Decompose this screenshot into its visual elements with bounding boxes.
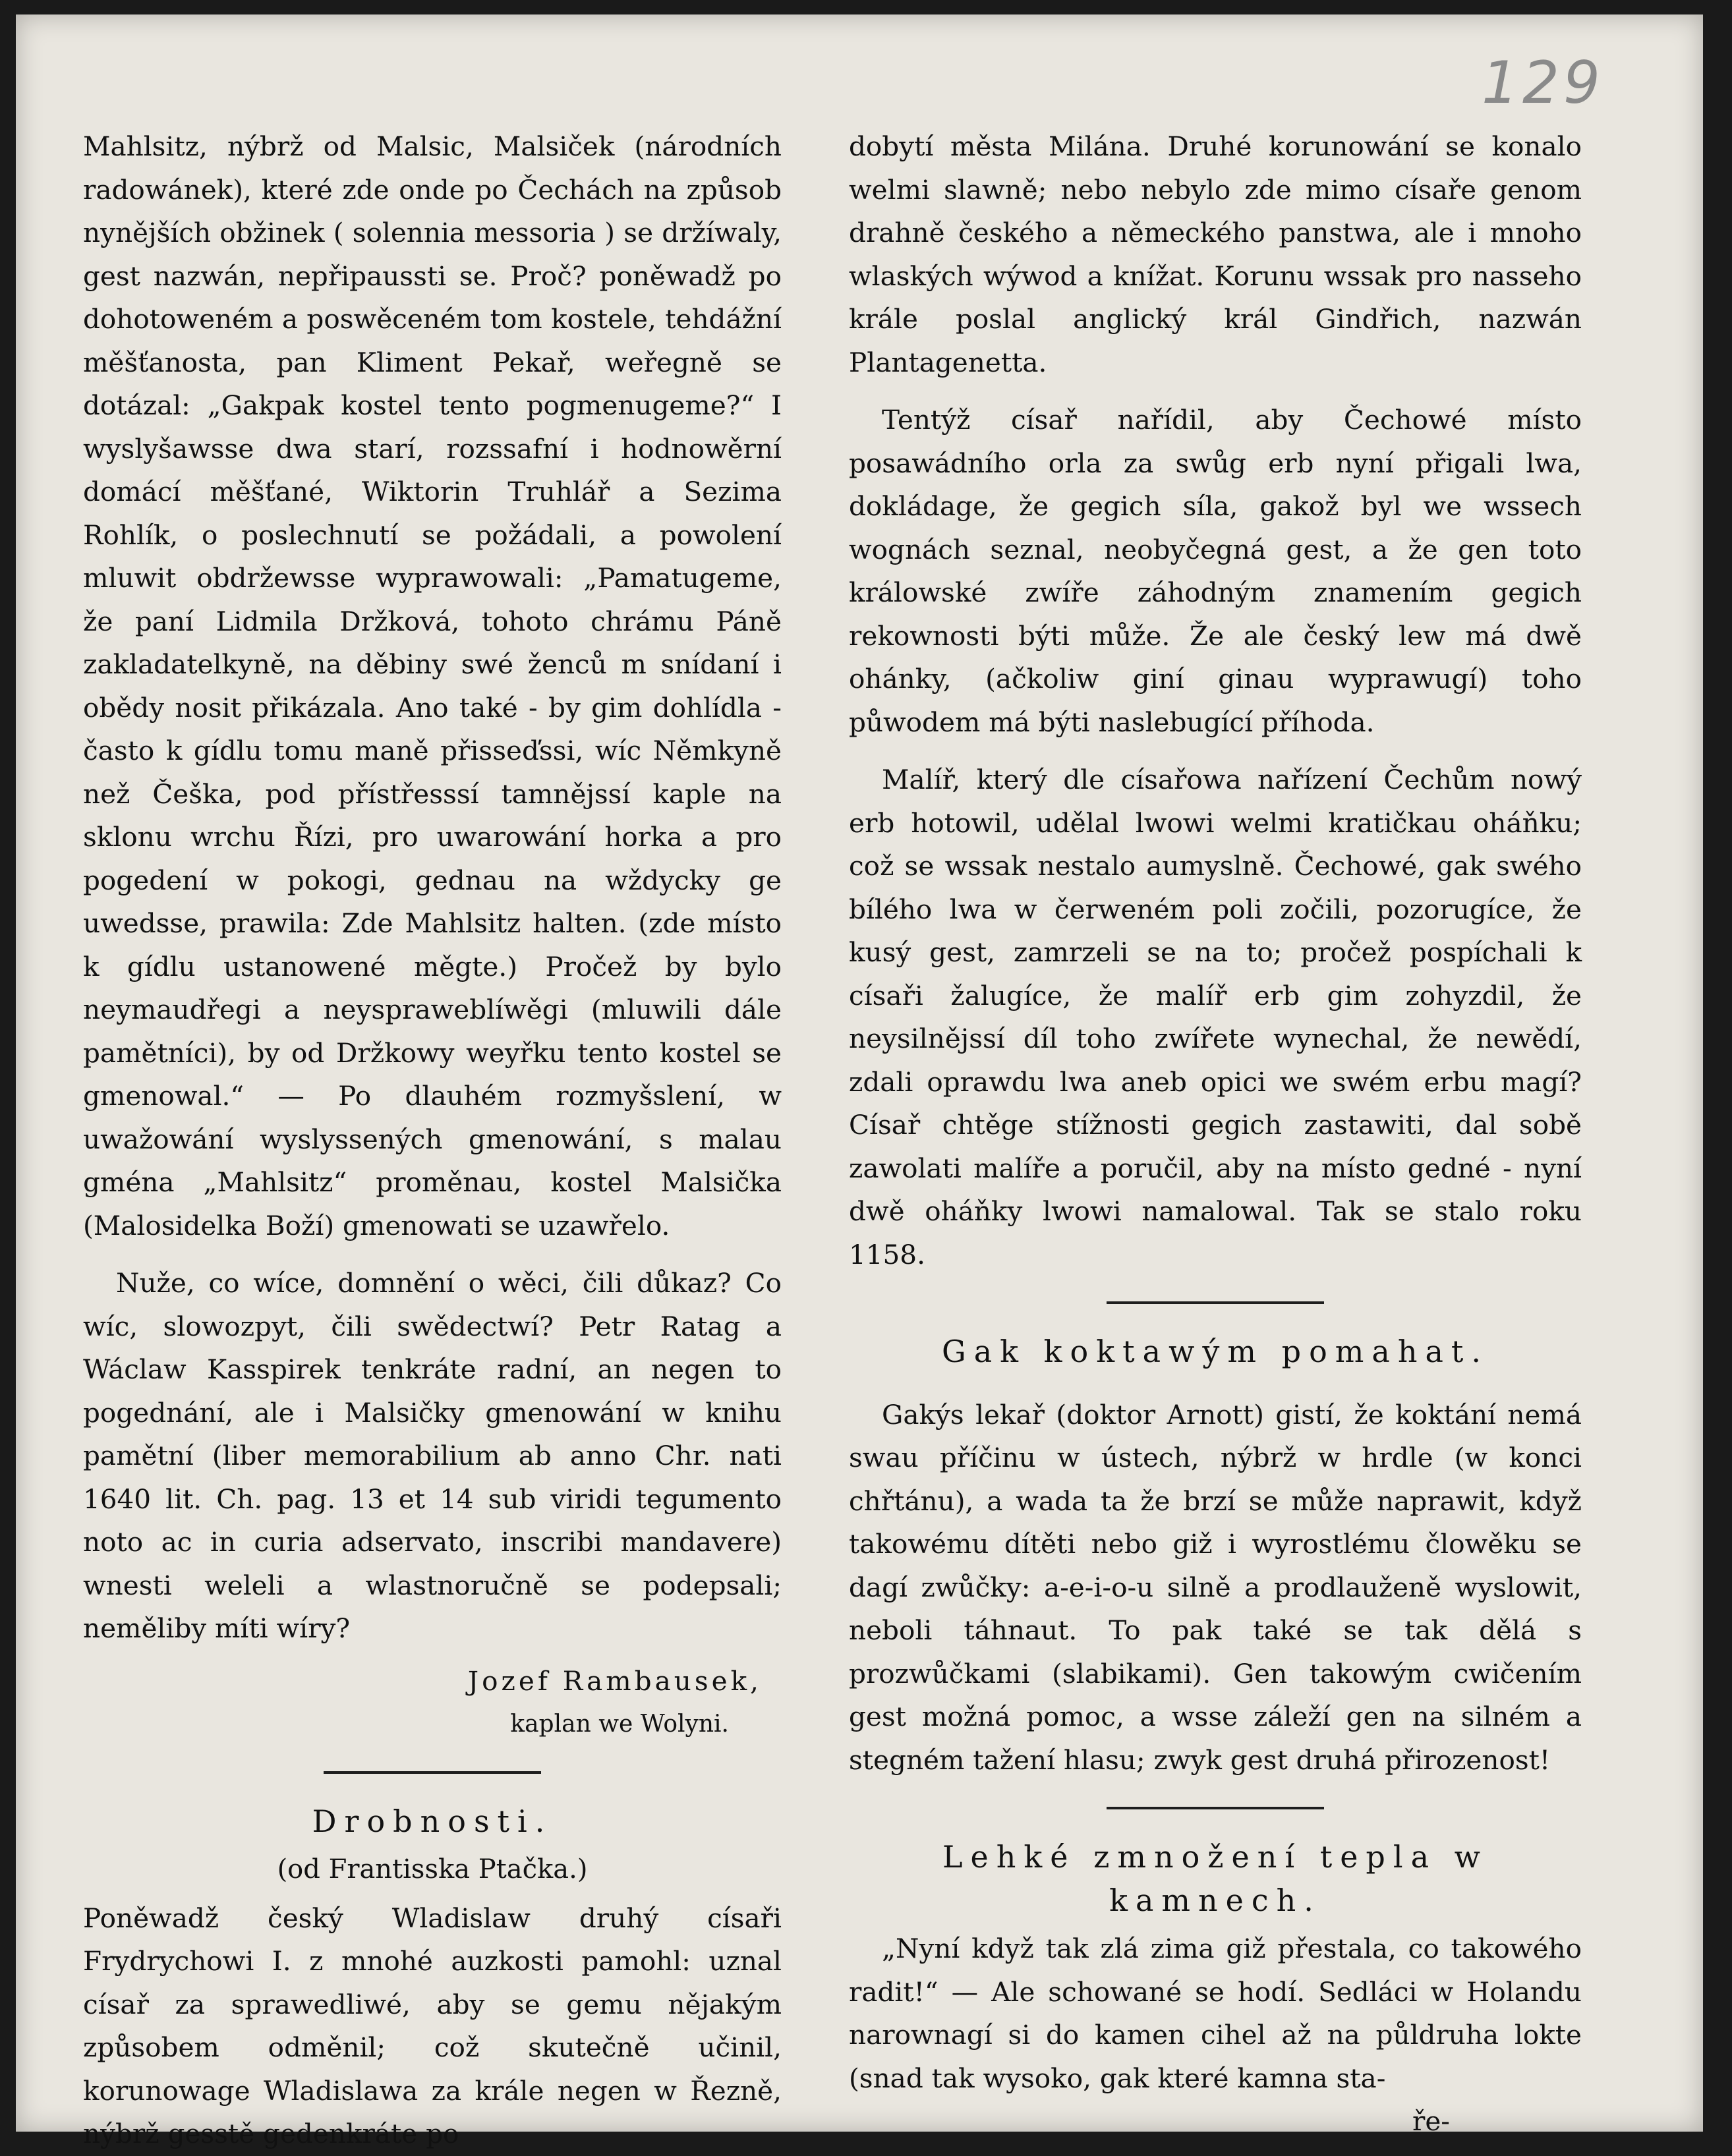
right-paragraph-4: Gakýs lekař (doktor Arnott) gistí, že koktání nemá swau příčinu w ústech, nýbrž w hrdle (w konci chřtánu), a wada ta že brzí se může naprawit, když takowému dítěti nebo giž i wyrostlému člowěku se dagí zwůčky: a-e-i-o-u silně a prodlauženě wyslowit, neboli táhnaut. To pak také se tak dělá s prozwůčkami (slabikami). Gen takowým cwičením gest možná pomoc, a wsse záleží gen na silném a stegném tažení hlasu; zwyk gest druhá přirozenost!	[849, 1398, 1582, 1776]
left-paragraph-2: Nuže, co wíce, domnění o wěci, čili důkaz? Co wíc, slowozpyt, čili swědectwí? Petr Ratag a Wáclaw Kasspirek tenkráte radní, an negen to pogednání, ale i Malsičky gmenowání w knihu pamětní (liber memorabilium ab anno Chr. nati 1640 lit. Ch. pag. 13 et 14 sub viridi tegumento noto ac in curia adservato, inscribi mandavere) wnesti weleli a wlastnoručně se podepsali; neměliby míti wíry?	[83, 1267, 782, 1644]
left-column	[83, 125, 782, 2156]
catchword: ře-	[1412, 2105, 1450, 2137]
byline: (od Frantisska Ptačka.)	[277, 1854, 588, 1885]
right-paragraph-2: Tentýž císař nařídil, aby Čechowé místo posawádního orla za swůg erb nyní přigali lwa, dokládage, že gegich síla, gakož byl we wssech wognách seznal, neobyčegná gest, a že gen toto králowské zwíře záhodným znamením gegich rekownosti býti může. Že ale český lew má dwě ohánky, (ačkoliw giní ginau wyprawugí) toho půwodem má býti naslebugící příhoda.	[849, 404, 1582, 738]
section-divider	[1107, 1301, 1324, 1304]
right-paragraph-5: „Nyní když tak zlá zima giž přestala, co takowého radit!“ — Ale schowané se hodí. Sedláci w Holandu narownagí si do kamen cihel až na půldruha lokte (snad tak wysoko, gak které kamna sta-	[849, 1933, 1582, 2094]
right-paragraph-3: Malíř, který dle císařowa nařízení Čechům nowý erb hotowil, udělal lwowi welmi kratičkau oháňku; což se wssak nestalo aumyslně. Čechowé, gak swého bílého lwa w čerweném poli zočili, pozorugíce, že kusý gest, zamrzeli se na to; pročež pospíchali k císaři žalugíce, že malíř erb gim zohyzdil, že neysilnějssí díl toho zwířete wynechal, že newědí, zdali oprawdu lwa aneb opici we swém erbu magí? Císař chtěge stížnosti gegich zastawiti, dal sobě zawolati malíře a poručil, aby na místo gedné - nyní dwě oháňky lwowi namalowal. Tak se stalo roku 1158.	[849, 764, 1582, 1270]
left-paragraph-3: Poněwadž český Wladislaw druhý císaři Frydrychowi I. z mnohé auzkosti pamohl: uznal císař za sprawedliwé, aby se gemu nějakým způsobem odměnil; což skutečně učinil, korunowage Wladislawa za krále negen w Řezně, nýbrž gesstě gedenkráte po	[83, 1902, 782, 2149]
left-paragraph-1: Mahlsitz, nýbrž od Malsic, Malsiček (národních radowánek), které zde onde po Čechách na způsob nynějších obžinek ( solennia messoria ) se držíwaly, gest nazwán, nepřipaussti se. Proč? poněwadž po dohotoweném a poswěceném tom kostele, tehdážní měšťanosta, pan Kliment Pekař, weřegně se dotázal: „Gakpak kostel tento pogmenugeme?“ I wyslyšawsse dwa starí, rozssafní i hodnowěrní domácí měšťané, Wiktorin Truhlář a Sezima Rohlík, o poslechnutí se požádali, a powolení mluwit obdržewsse wyprawowali: „Pamatugeme, že paní Lidmila Držková, tohoto chrámu Páně zakladatelkyně, na děbiny swé ženců m snídaní i obědy nosit přikázala. Ano také - by gim dohlídla - často k gídlu tomu maně přisseďssi, wíc Němkyně než Češka, pod přístřesssí tamnějssí kaple na sklonu wrchu Řízi, pro uwarowání horka a pro pogedení w pokogi, gednau na wždycky ge uwedsse, prawila: Zde Mahlsitz halten. (zde místo k gídlu ustanowené měgte.) Pročež by bylo neymaudřegi a neyspraweblíwěgi (mluwili dále pamětníci), by od Držkowy weyřku tento kostel se gmenowal.“ — Po dlauhém rozmyšslení, w uwažowání wyslyssených gmenowání, s malau gména „Mahlsitz“ proměnau, kostel Malsička (Malosidelka Boží) gmenowati se uzawřelo.	[83, 130, 782, 1241]
right-column	[849, 125, 1582, 2143]
heading-heat: Lehké zmnožení tepla w kamnech.	[942, 1839, 1488, 1918]
newspaper-page	[16, 14, 1703, 2149]
page-number: 129	[1482, 49, 1604, 117]
section-divider	[324, 1771, 541, 1774]
heading-drobnosti: Drobnosti.	[312, 1803, 553, 1839]
signature-name: Jozef Rambausek,	[467, 1664, 762, 1697]
heading-stutter: Gak koktawým pomahat.	[942, 1334, 1489, 1369]
signature-role: kaplan we Wolyni.	[510, 1711, 729, 1738]
section-divider	[1107, 1807, 1324, 1809]
right-paragraph-1: dobytí města Milána. Druhé korunowání se konalo welmi slawně; nebo nebylo zde mimo císaře genom drahně českého a německého panstwa, ale i mnoho wlaských wýwod a knížat. Korunu wssak pro nasseho krále poslal anglický král Gindřich, nazwán Plantagenetta.	[849, 130, 1582, 378]
